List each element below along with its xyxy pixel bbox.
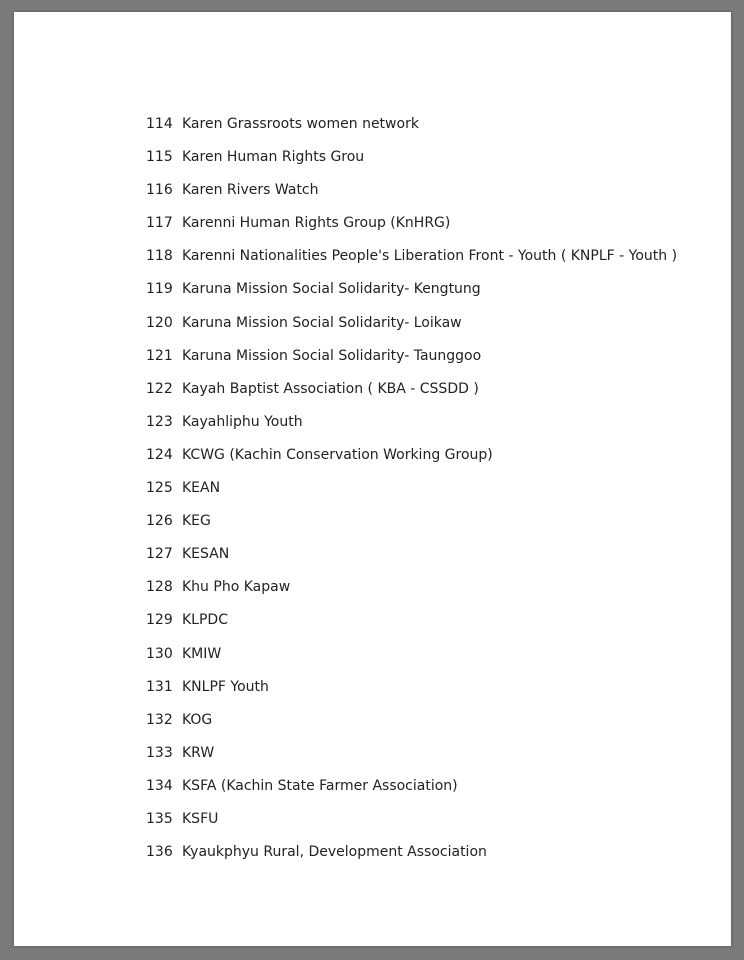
item-number: 129 [146,612,173,629]
organization-list [146,116,677,877]
document-page [14,12,731,946]
organization-name: KSFU [182,810,219,827]
list-item [146,215,677,248]
organization-name: Kayahliphu Youth [182,413,303,430]
organization-name: Karen Human Rights Grou [182,149,365,166]
item-number: 118 [146,248,173,265]
organization-name: KOG [182,711,213,728]
item-number: 130 [146,645,173,662]
organization-name: Kyaukphyu Rural, Development Association [182,844,487,861]
item-number: 117 [146,215,173,232]
list-item [146,679,677,712]
organization-name: Karenni Human Rights Group (KnHRG) [182,215,451,232]
item-number: 125 [146,480,173,497]
item-number: 114 [146,116,173,132]
list-item [146,348,677,381]
list-item [146,116,677,149]
organization-name: Khu Pho Kapaw [182,579,291,596]
item-number: 126 [146,513,173,530]
organization-name: Karuna Mission Social Solidarity- Loikaw [182,314,462,331]
item-number: 121 [146,347,173,364]
list-item [146,248,677,281]
list-item [146,579,677,612]
list-item [146,778,677,811]
item-number: 131 [146,678,173,695]
list-item [146,513,677,546]
item-number: 123 [146,413,173,430]
item-number: 127 [146,546,173,563]
item-number: 132 [146,711,173,728]
item-number: 134 [146,777,173,794]
list-item [146,745,677,778]
organization-name: KCWG (Kachin Conservation Working Group) [182,446,493,463]
organization-name: Karen Grassroots women network [182,116,419,132]
item-number: 128 [146,579,173,596]
list-item [146,546,677,579]
item-number: 124 [146,446,173,463]
list-item [146,844,677,877]
item-number: 133 [146,744,173,761]
organization-name: Karuna Mission Social Solidarity- Taunggoo [182,347,482,364]
organization-name: KMIW [182,645,222,662]
list-item [146,646,677,679]
organization-name: KESAN [182,546,230,563]
organization-name: KNLPF Youth [182,678,269,695]
item-number: 120 [146,314,173,331]
list-item [146,281,677,314]
organization-name: KRW [182,744,215,761]
list-item [146,612,677,645]
organization-name: Karenni Nationalities People's Liberation Front - Youth ( KNPLF - Youth ) [182,248,678,265]
item-number: 116 [146,182,173,199]
organization-name: Karuna Mission Social Solidarity- Kengtung [182,281,481,298]
item-number: 136 [146,844,173,861]
item-number: 135 [146,810,173,827]
list-item [146,414,677,447]
item-number: 122 [146,380,173,397]
organization-name: KEG [182,513,211,530]
organization-name: KLPDC [182,612,228,629]
list-item [146,315,677,348]
list-item [146,480,677,513]
list-item [146,811,677,844]
list-item [146,149,677,182]
item-number: 115 [146,149,173,166]
list-item [146,712,677,745]
list-item [146,447,677,480]
list-item [146,182,677,215]
list-item [146,381,677,414]
item-number: 119 [146,281,173,298]
organization-name: Karen Rivers Watch [182,182,319,199]
organization-name: KSFA (Kachin State Farmer Association) [182,777,458,794]
organization-name: Kayah Baptist Association ( KBA - CSSDD ) [182,380,479,397]
organization-name: KEAN [182,480,221,497]
